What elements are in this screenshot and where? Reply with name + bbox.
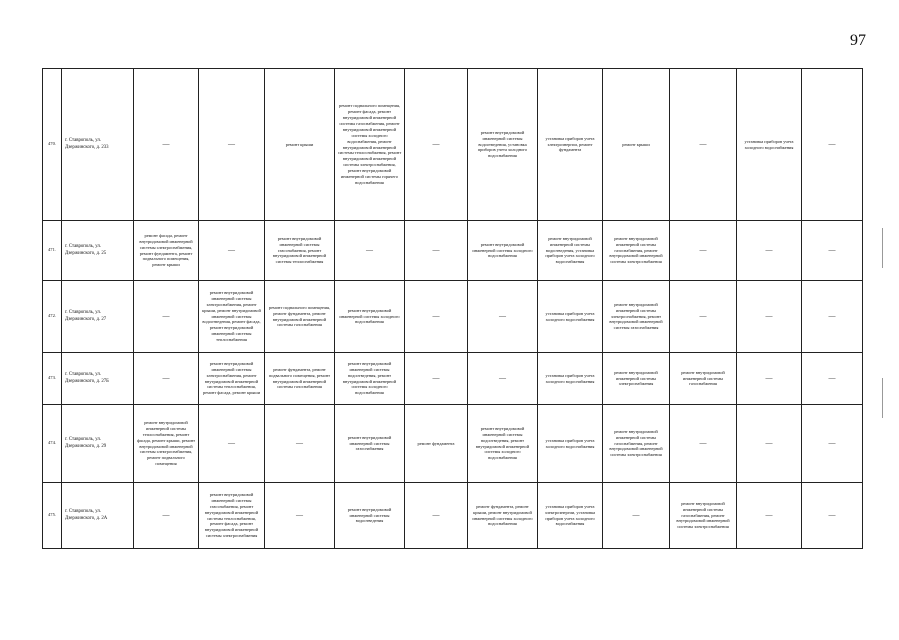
work-cell: установка приборов учета холодного водоснабжения <box>538 281 603 353</box>
work-cell: — <box>405 281 468 353</box>
work-cell: — <box>670 281 737 353</box>
work-cell: — <box>405 221 468 281</box>
work-cell: ремонт внутридомовой инженерной системы теплоснабжения, ремонт фасада, ремонт крыши, ремонт внутридомовой инженерной системы электроснабжения, ремонт подвального помещения <box>134 405 199 483</box>
work-cell: — <box>199 405 265 483</box>
work-cell: установка приборов учета холодного водоснабжения <box>737 69 802 221</box>
work-cell: ремонт подвального помещения, ремонт фасада, ремонт внутридомовой инженерной системы газоснабжения, ремонт внутридомовой инженерной системы холодного водоснабжения, ремонт внутридомовой инженерной системы теплоснабжения, ремонт внутридомовой инженерной системы электроснабжения, ремонт внутридомовой инженерной системы горячего водоснабжения <box>335 69 405 221</box>
work-cell: — <box>405 69 468 221</box>
work-cell: ремонт внутридомовой инженерной системы электроснабжения, ремонт крыши, ремонт внутридомовой инженерной системы водоотведения, ремонт фасада, ремонт внутридомовой инженерной системы теплоснабжения <box>199 281 265 353</box>
work-cell: — <box>468 281 538 353</box>
work-cell: — <box>802 405 863 483</box>
work-cell: — <box>265 405 335 483</box>
work-cell: ремонт внутридомовой инженерной системы электроснабжения, ремонт внутридомовой инженерной системы газоснабжения <box>603 281 670 353</box>
work-cell: ремонт внутридомовой инженерной системы газоснабжения <box>670 353 737 405</box>
address-cell: г. Ставрополь, ул. Дзержинского, д. 27 <box>62 281 134 353</box>
address-cell: г. Ставрополь, ул. Дзержинского, д. 233 <box>62 69 134 221</box>
work-cell: — <box>737 221 802 281</box>
work-cell: — <box>802 353 863 405</box>
work-cell: ремонт фундамента, ремонт крыши, ремонт внутридомовой инженерной системы холодного водоснабжения <box>468 483 538 549</box>
work-cell: — <box>670 221 737 281</box>
work-cell: ремонт внутридомовой инженерной системы газоснабжения, ремонт внутридомовой инженерной системы теплоснабжения, ремонт фасада, ремонт внутридомовой инженерной системы электроснабжения <box>199 483 265 549</box>
work-cell: — <box>802 483 863 549</box>
work-cell: — <box>737 483 802 549</box>
work-cell: ремонт фундамента <box>405 405 468 483</box>
work-cell: установка приборов учета холодного водоснабжения <box>538 353 603 405</box>
work-cell: — <box>134 353 199 405</box>
work-cell: установка приборов учета холодного водоснабжения <box>538 405 603 483</box>
work-cell: ремонт внутридомовой инженерной системы водоотведения, установка приборов учета холодного водоснабжения <box>468 69 538 221</box>
work-cell: ремонт внутридомовой инженерной системы холодного водоснабжения <box>335 281 405 353</box>
table-row <box>43 221 863 281</box>
table-row <box>43 483 863 549</box>
work-cell: установка приборов учета электроэнергии, установка приборов учета холодного водоснабжения <box>538 483 603 549</box>
row-number: 475. <box>43 483 62 549</box>
work-cell: — <box>802 69 863 221</box>
work-cell: ремонт крыши <box>265 69 335 221</box>
row-number: 473. <box>43 353 62 405</box>
work-cell: — <box>737 353 802 405</box>
work-cell: — <box>405 483 468 549</box>
work-cell: — <box>802 221 863 281</box>
work-cell: ремонт внутридомовой инженерной системы газоснабжения, ремонт внутридомовой инженерной системы теплоснабжения <box>265 221 335 281</box>
repair-schedule-table <box>42 68 863 549</box>
work-cell: ремонт внутридомовой инженерной системы газоснабжения, ремонт внутридомовой инженерной системы электроснабжения <box>603 221 670 281</box>
work-cell: ремонт внутридомовой инженерной системы водоотведения <box>335 483 405 549</box>
work-cell: ремонт внутридомовой инженерной системы газоснабжения <box>335 405 405 483</box>
work-cell: — <box>199 69 265 221</box>
address-cell: г. Ставрополь, ул. Дзержинского, д. 27Б <box>62 353 134 405</box>
row-number: 472. <box>43 281 62 353</box>
work-cell: — <box>335 221 405 281</box>
work-cell: — <box>405 353 468 405</box>
page-number: 97 <box>850 32 866 49</box>
work-cell: ремонт подвального помещения, ремонт фундамента, ремонт внутридомовой инженерной системы газоснабжения <box>265 281 335 353</box>
work-cell: ремонт внутридомовой инженерной системы водоотведения, ремонт внутридомовой инженерной системы холодного водоснабжения <box>335 353 405 405</box>
row-number: 470. <box>43 69 62 221</box>
work-cell: — <box>199 221 265 281</box>
margin-mark <box>882 228 883 268</box>
work-cell: ремонт внутридомовой инженерной системы водоотведения, установка приборов учета холодного водоснабжения <box>538 221 603 281</box>
work-cell: ремонт внутридомовой инженерной системы электроснабжения, ремонт внутридомовой инженерной системы теплоснабжения, ремонт фасада, ремонт крыши <box>199 353 265 405</box>
work-cell: ремонт внутридомовой инженерной системы холодного водоснабжения <box>468 221 538 281</box>
table-row <box>43 281 863 353</box>
work-cell: ремонт внутридомовой инженерной системы электроснабжения <box>603 353 670 405</box>
work-cell: ремонт внутридомовой инженерной системы газоснабжения, ремонт внутридомовой инженерной системы электроснабжения <box>603 405 670 483</box>
row-number: 474. <box>43 405 62 483</box>
work-cell: — <box>670 69 737 221</box>
work-cell: установка приборов учета электроэнергии, ремонт фундамента <box>538 69 603 221</box>
address-cell: г. Ставрополь, ул. Дзержинского, д. 25 <box>62 221 134 281</box>
address-cell: г. Ставрополь, ул. Дзержинского, д. 29 <box>62 405 134 483</box>
work-cell: — <box>134 69 199 221</box>
address-cell: г. Ставрополь, ул. Дзержинского, д. 2А <box>62 483 134 549</box>
work-cell: ремонт фундамента, ремонт подвального помещения, ремонт внутридомовой инженерной системы газоснабжения <box>265 353 335 405</box>
work-cell: — <box>603 483 670 549</box>
table-row <box>43 69 863 221</box>
work-cell: — <box>802 281 863 353</box>
work-cell: ремонт крыши <box>603 69 670 221</box>
work-cell: — <box>134 483 199 549</box>
table-row <box>43 405 863 483</box>
table-row <box>43 353 863 405</box>
work-cell: ремонт фасада, ремонт внутридомовой инженерной системы электроснабжения, ремонт фундамента, ремонт подвального помещения, ремонт крыши <box>134 221 199 281</box>
work-cell: ремонт внутридомовой инженерной системы водоотведения, ремонт внутридомовой инженерной системы холодного водоснабжения <box>468 405 538 483</box>
row-number: 471. <box>43 221 62 281</box>
work-cell: — <box>468 353 538 405</box>
margin-mark <box>882 378 883 418</box>
work-cell: ремонт внутридомовой инженерной системы газоснабжения, ремонт внутридомовой инженерной системы электроснабжения <box>670 483 737 549</box>
work-cell: — <box>737 405 802 483</box>
work-cell: — <box>670 405 737 483</box>
work-cell: — <box>134 281 199 353</box>
work-cell: — <box>265 483 335 549</box>
work-cell: — <box>737 281 802 353</box>
